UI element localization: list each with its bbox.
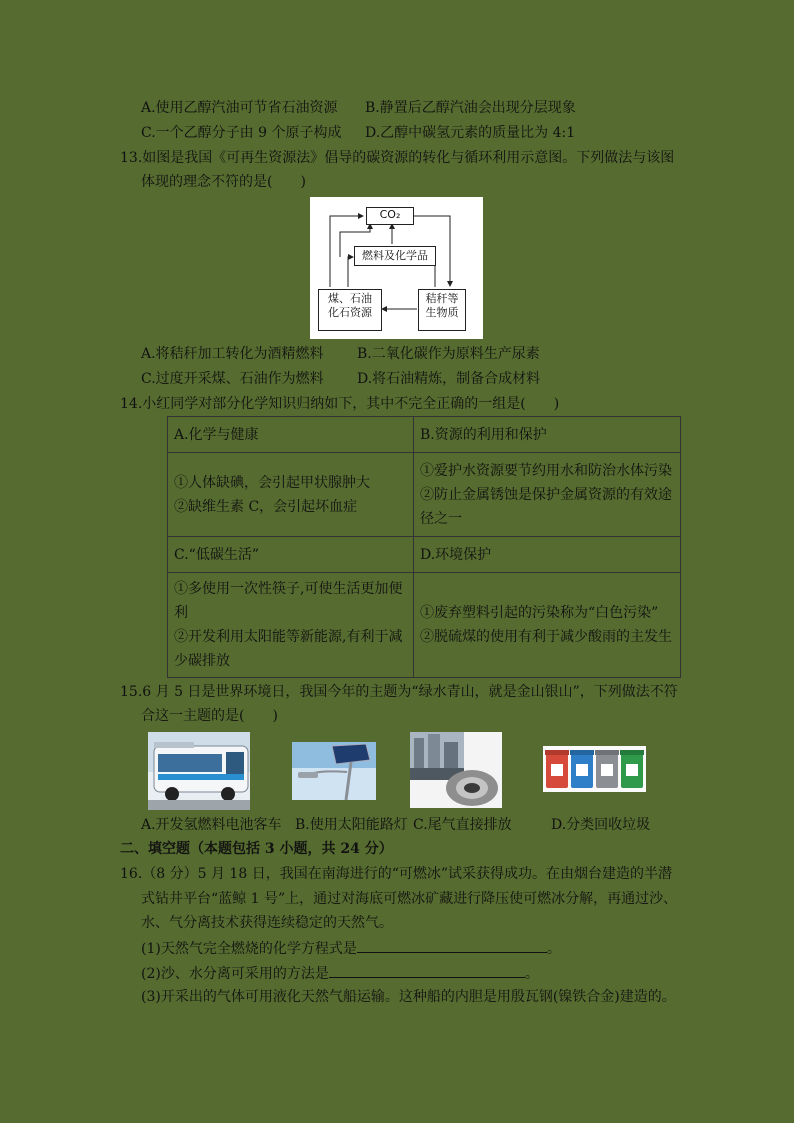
cell-d-item2: ②脱硫煤的使用有利于减少酸雨的主发生 — [420, 629, 672, 645]
q15-option-b: B.使用太阳能路灯 — [295, 817, 408, 833]
solar-streetlight-image — [292, 742, 376, 800]
q16-part2-text: (2)沙、水分离可采用的方法是 — [141, 966, 329, 982]
cell-d-body — [414, 573, 681, 678]
q16-part3: (3)开采出的气体可用液化天然气船运输。这种船的内胆是用殷瓦钢(镍铁合金)建造的。 — [141, 989, 676, 1005]
q16-part1 — [141, 938, 561, 959]
q16-part2-end: 。 — [524, 966, 539, 982]
q13-option-a: A.将秸秆加工转化为酒精燃料 — [141, 346, 324, 362]
cell-b-item2: ②防止金属锈蚀是保护金属资源的有效途径之一 — [420, 486, 672, 527]
q13-option-d: D.将石油精炼，制备合成材料 — [357, 371, 541, 387]
cell-a-item1: ①人体缺碘，会引起甲状腺肿大 — [174, 474, 370, 491]
q16-part2-blank[interactable] — [329, 963, 525, 978]
q14-stem: 14.小红同学对部分化学知识归纳如下，其中不完全正确的一组是( ) — [120, 396, 560, 412]
fossil-resources-box — [318, 289, 382, 331]
biomass-line2: 生物质 — [425, 306, 459, 319]
q15-stem-line2: 合这一主题的是( ) — [141, 708, 278, 724]
q13-option-b: B.二氧化碳作为原料生产尿素 — [357, 346, 540, 362]
q16-stem-line1: 16.（8 分）5 月 18 日，我国在南海进行的“可燃冰”试采获得成功。在由烟台建造的半潜 — [120, 866, 673, 882]
fuel-chemicals-box: 燃料及化学品 — [354, 246, 436, 266]
fossil-line1: 煤、石油 — [328, 292, 372, 305]
q13-option-c: C.过度开采煤、石油作为燃料 — [141, 371, 324, 387]
cell-c-item2: ②开发利用太阳能等新能源,有利于减少碳排放 — [174, 629, 403, 669]
q15-option-d: D.分类回收垃圾 — [551, 817, 651, 833]
q12-option-a: A.使用乙醇汽油可节省石油资源 — [141, 100, 338, 116]
cell-c-head: C.“低碳生活” — [168, 537, 414, 573]
cell-c-item1: ①多使用一次性筷子,可使生活更加便利 — [174, 581, 403, 621]
exhaust-emission-image — [410, 732, 502, 808]
q12-option-d: D.乙醇中碳氢元素的质量比为 4:1 — [365, 125, 576, 141]
q15-option-c: C.尾气直接排放 — [413, 817, 512, 833]
q15-option-a: A.开发氢燃料电池客车 — [141, 817, 282, 833]
q16-part2 — [141, 963, 539, 984]
cell-a-head: A.化学与健康 — [168, 417, 414, 453]
biomass-box — [418, 289, 466, 331]
carbon-cycle-diagram — [310, 197, 483, 339]
cell-d-head: D.环境保护 — [414, 537, 681, 573]
biomass-line1: 秸秆等 — [425, 292, 459, 305]
cell-a-body — [168, 453, 414, 537]
q14-table — [167, 416, 681, 678]
q16-part1-blank[interactable] — [357, 938, 547, 953]
cell-d-item1: ①废弃塑料引起的污染称为“白色污染” — [420, 605, 659, 621]
section-fill-in-heading: 二、填空题（本题包括 3 小题，共 24 分） — [120, 841, 393, 857]
cell-c-body — [168, 573, 414, 678]
recycling-bins-image — [543, 746, 646, 792]
q15-stem-line1: 15.6 月 5 日是世界环境日，我国今年的主题为“绿水青山，就是金山银山”，下列做法不符 — [120, 684, 678, 700]
q12-option-c: C.一个乙醇分子由 9 个原子构成 — [141, 125, 342, 141]
q13-stem-line2: 体现的理念不符的是( ) — [141, 174, 306, 190]
co2-box: CO₂ — [366, 207, 414, 225]
q16-part1-end: 。 — [546, 941, 561, 957]
q13-stem-line1: 13.如图是我国《可再生资源法》倡导的碳资源的转化与循环利用示意图。下列做法与该图 — [120, 150, 675, 166]
hydrogen-bus-image — [148, 732, 250, 810]
cell-b-body — [414, 453, 681, 537]
cell-b-item1: ①爱护水资源要节约用水和防治水体污染 — [420, 462, 672, 479]
q12-option-b: B.静置后乙醇汽油会出现分层现象 — [365, 100, 576, 116]
q16-stem-line2: 式钻井平台“蓝鲸 1 号”上，通过对海底可燃冰矿藏进行降压使可燃冰分解，再通过沙、 — [141, 891, 678, 907]
q16-part1-text: (1)天然气完全燃烧的化学方程式是 — [141, 941, 357, 957]
cell-a-item2: ②缺维生素 C，会引起坏血症 — [174, 498, 358, 515]
q16-stem-line3: 水、气分离技术获得连续稳定的天然气。 — [141, 915, 393, 931]
cell-b-head: B.资源的利用和保护 — [414, 417, 681, 453]
fossil-line2: 化石资源 — [328, 306, 372, 319]
